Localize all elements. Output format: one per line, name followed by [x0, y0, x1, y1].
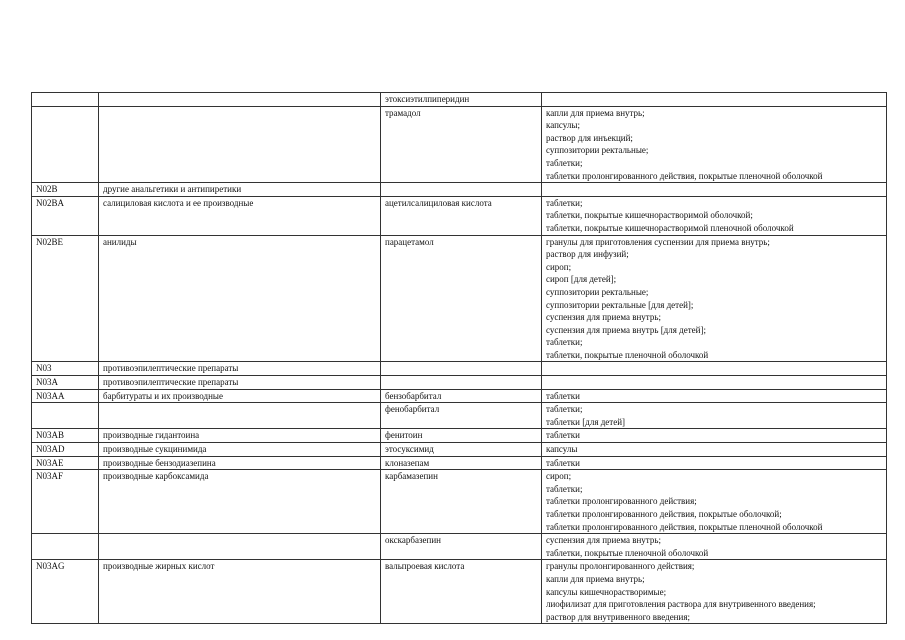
drug-name-cell: трамадол [381, 106, 542, 183]
drug-name-cell: этоксиэтилпиперидин [381, 93, 542, 107]
atc-code-cell: N02B [32, 183, 99, 197]
table-row [32, 196, 887, 235]
dosage-form-line: капли для приема внутрь; [546, 107, 645, 118]
table-row [32, 403, 887, 429]
table-body [32, 93, 887, 624]
dosage-form-line: капсулы кишечнорастворимые; [546, 586, 667, 597]
dosage-form-line: таблетки, покрытые пленочной оболочкой [546, 349, 709, 360]
dosage-form-line: таблетки, покрытые кишечнорастворимой пленочной оболочкой [546, 222, 794, 233]
dosage-forms-cell [542, 196, 887, 235]
dosage-forms-cell [542, 456, 887, 470]
drug-table [31, 92, 887, 624]
drug-name-cell: клоназепам [381, 456, 542, 470]
table-row [32, 183, 887, 197]
dosage-forms-cell [542, 470, 887, 534]
atc-code-cell: N03AG [32, 560, 99, 624]
dosage-forms-cell [542, 534, 887, 560]
dosage-forms-cell [542, 443, 887, 457]
dosage-form-line: раствор для инфузий; [546, 249, 629, 260]
atc-code-cell [32, 106, 99, 183]
table-row [32, 389, 887, 403]
dosage-forms-cell [542, 560, 887, 624]
pharm-group-cell: анилиды [99, 235, 381, 362]
pharm-group-cell: производные бензодиазепина [99, 456, 381, 470]
atc-code-cell [32, 534, 99, 560]
dosage-form-line: таблетки [546, 390, 581, 401]
dosage-form-line: таблетки пролонгированного действия, покрытые оболочкой; [546, 509, 782, 519]
dosage-forms-cell [542, 183, 887, 197]
dosage-form-line: сироп; [546, 471, 572, 482]
table-row [32, 456, 887, 470]
atc-code-cell: N03AF [32, 470, 99, 534]
table-row [32, 470, 887, 534]
atc-code-cell: N03AE [32, 456, 99, 470]
dosage-forms-cell [542, 376, 887, 390]
dosage-form-line: таблетки пролонгированного действия, покрытые пленочной оболочкой [546, 170, 823, 181]
dosage-form-line: сироп; [546, 261, 572, 272]
dosage-form-line: капсулы [546, 444, 578, 455]
drug-name-cell [381, 362, 542, 376]
dosage-form-line: капли для приема внутрь; [546, 573, 645, 584]
drug-name-cell: ацетилсалициловая кислота [381, 196, 542, 235]
dosage-form-line: раствор для внутривенного введения; [546, 611, 690, 622]
dosage-form-line: таблетки, покрытые кишечнорастворимой оболочкой; [546, 210, 753, 221]
table-row [32, 429, 887, 443]
dosage-form-line: таблетки; [546, 337, 583, 348]
dosage-form-line: суппозитории ректальные; [546, 286, 649, 297]
dosage-form-line: капсулы; [546, 120, 580, 131]
dosage-form-line: суспензия для приема внутрь; [546, 535, 661, 546]
dosage-form-line: таблетки; [546, 157, 583, 168]
pharm-group-cell [99, 106, 381, 183]
dosage-form-line: таблетки; [546, 483, 583, 494]
pharm-group-cell: другие анальгетики и антипиретики [99, 183, 381, 197]
drug-name-cell: этосуксимид [381, 443, 542, 457]
dosage-form-line: суспензия для приема внутрь [для детей]; [546, 324, 706, 335]
pharm-group-cell [99, 534, 381, 560]
pharm-group-cell: производные карбоксамида [99, 470, 381, 534]
atc-code-cell: N03AA [32, 389, 99, 403]
atc-code-cell [32, 403, 99, 429]
drug-name-cell: бензобарбитал [381, 389, 542, 403]
dosage-form-line: таблетки; [546, 197, 583, 208]
dosage-form-line: таблетки [546, 457, 581, 468]
table-row [32, 93, 887, 107]
table-row [32, 106, 887, 183]
drug-name-cell: окскарбазепин [381, 534, 542, 560]
dosage-forms-cell [542, 389, 887, 403]
table-row [32, 534, 887, 560]
pharm-group-cell: противоэпилептические препараты [99, 362, 381, 376]
pharm-group-cell: противоэпилептические препараты [99, 376, 381, 390]
dosage-form-line: таблетки [546, 430, 581, 441]
dosage-form-line: гранулы пролонгированного действия; [546, 561, 695, 572]
dosage-forms-cell [542, 403, 887, 429]
dosage-form-line: таблетки, покрытые пленочной оболочкой [546, 547, 709, 558]
table-row [32, 376, 887, 390]
dosage-forms-cell [542, 429, 887, 443]
dosage-form-line: раствор для инъекций; [546, 132, 633, 143]
dosage-forms-cell [542, 235, 887, 362]
drug-name-cell [381, 376, 542, 390]
atc-code-cell: N03AD [32, 443, 99, 457]
drug-name-cell [381, 183, 542, 197]
dosage-form-line: сироп [для детей]; [546, 274, 617, 285]
atc-code-cell [32, 93, 99, 107]
drug-name-cell: карбамазепин [381, 470, 542, 534]
dosage-form-line: суппозитории ректальные; [546, 145, 649, 156]
pharm-group-cell: производные жирных кислот [99, 560, 381, 624]
dosage-form-line: таблетки пролонгированного действия; [546, 496, 697, 507]
dosage-forms-cell [542, 106, 887, 183]
dosage-forms-cell [542, 93, 887, 107]
dosage-form-line: суппозитории ректальные [для детей]; [546, 299, 694, 310]
atc-code-cell: N02BA [32, 196, 99, 235]
atc-code-cell: N03AB [32, 429, 99, 443]
pharm-group-cell: производные гидантоина [99, 429, 381, 443]
table-row [32, 235, 887, 362]
atc-code-cell: N03 [32, 362, 99, 376]
pharm-group-cell: барбитураты и их производные [99, 389, 381, 403]
pharm-group-cell [99, 403, 381, 429]
dosage-forms-cell [542, 362, 887, 376]
table-row [32, 443, 887, 457]
pharm-group-cell: салициловая кислота и ее производные [99, 196, 381, 235]
dosage-form-line: таблетки [для детей] [546, 416, 626, 427]
dosage-form-line: таблетки; [546, 404, 583, 415]
drug-name-cell: парацетамол [381, 235, 542, 362]
drug-name-cell: вальпроевая кислота [381, 560, 542, 624]
drug-name-cell: фенобарбитал [381, 403, 542, 429]
dosage-form-line: суспензия для приема внутрь; [546, 312, 661, 323]
table-row [32, 560, 887, 624]
atc-code-cell: N03A [32, 376, 99, 390]
dosage-form-line: таблетки пролонгированного действия, покрытые пленочной оболочкой [546, 521, 823, 532]
dosage-form-line: лиофилизат для приготовления раствора для внутривенного введения; [546, 599, 816, 610]
table-row [32, 362, 887, 376]
atc-code-cell: N02BE [32, 235, 99, 362]
dosage-form-line: гранулы для приготовления суспензии для приема внутрь; [546, 236, 770, 247]
pharm-group-cell: производные сукцинимида [99, 443, 381, 457]
drug-name-cell: фенитоин [381, 429, 542, 443]
pharm-group-cell [99, 93, 381, 107]
